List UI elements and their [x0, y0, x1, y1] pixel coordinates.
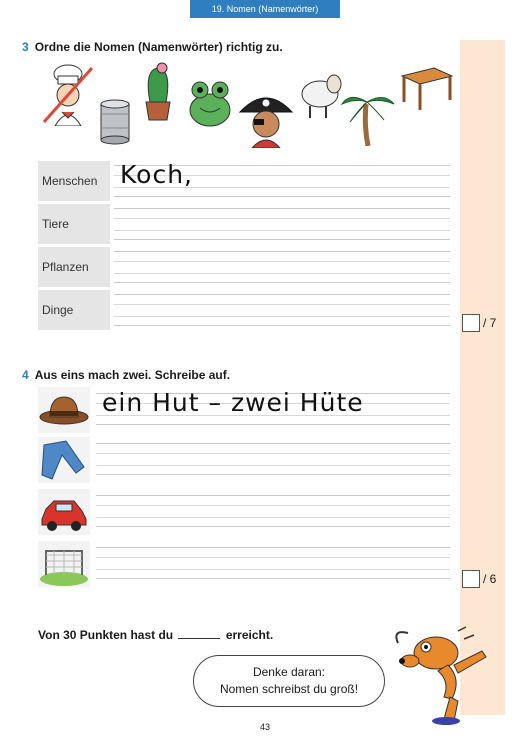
cook-icon [40, 62, 96, 126]
task-3-instruction: Ordne die Nomen (Namenwörter) richtig zu. [34, 40, 283, 54]
summary-text-start: Von 30 Punkten hast du [38, 628, 174, 642]
category-row-pflanzen [38, 247, 450, 287]
category-row-menschen [38, 161, 450, 201]
summary-text-end: erreicht. [225, 628, 274, 642]
task-3-title [22, 40, 283, 54]
score-side-strip [460, 40, 505, 715]
pirate-icon [238, 90, 294, 148]
bubble-line-1: Denke daran: [252, 665, 326, 679]
task-4-title [22, 368, 230, 382]
dog-mascot-icon [388, 625, 498, 725]
task-4-number: 4 [22, 368, 29, 382]
page-number: 43 [259, 722, 270, 732]
score-max: / 6 [483, 572, 497, 586]
writing-lines[interactable] [96, 388, 450, 425]
score-max: / 7 [483, 316, 497, 330]
task-4-instruction: Aus eins mach zwei. Schreibe auf. [34, 368, 231, 382]
car-icon [38, 489, 90, 535]
handwritten-answer: ein Hut – zwei Hüte [102, 388, 364, 417]
category-label: Dinge [38, 290, 110, 330]
category-row-dinge [38, 290, 450, 330]
task-3-number: 3 [22, 40, 29, 54]
icon-cell [38, 387, 90, 433]
points-blank[interactable] [178, 638, 220, 639]
writing-lines[interactable] [114, 251, 450, 283]
writing-lines[interactable] [96, 443, 450, 475]
writing-lines[interactable] [114, 294, 450, 326]
writing-lines[interactable] [114, 160, 450, 197]
frog-icon [184, 76, 236, 130]
icon-cell [38, 489, 90, 535]
tin-can-icon [98, 98, 132, 146]
icon-cell [38, 541, 90, 587]
goal-icon [38, 541, 90, 587]
category-row-tiere [38, 204, 450, 244]
hat-icon [38, 387, 90, 433]
category-label: Pflanzen [38, 247, 110, 287]
category-label: Menschen [38, 161, 110, 201]
task-3-pictures [38, 58, 458, 148]
icon-cell [38, 437, 90, 483]
handwritten-answer: Koch, [120, 160, 193, 189]
score-box[interactable] [462, 314, 480, 332]
score-box[interactable] [462, 570, 480, 588]
writing-lines[interactable] [114, 208, 450, 240]
palm-tree-icon [340, 86, 396, 146]
table-icon [398, 62, 454, 114]
trousers-icon [38, 437, 90, 483]
category-label: Tiere [38, 204, 110, 244]
sheep-icon [296, 66, 342, 120]
plural-row-car [38, 489, 450, 535]
plural-row-hat [38, 387, 450, 433]
plural-row-goal [38, 541, 450, 587]
cactus-icon [138, 60, 178, 122]
writing-lines[interactable] [96, 547, 450, 579]
points-summary [38, 628, 273, 642]
task-4-score [458, 570, 502, 590]
chapter-tab: 19. Nomen (Namenwörter) [190, 0, 340, 18]
writing-lines[interactable] [96, 495, 450, 527]
plural-row-trousers [38, 437, 450, 483]
task-3-score [458, 314, 502, 334]
speech-bubble [193, 655, 385, 707]
bubble-line-2: Nomen schreibst du groß! [219, 682, 359, 696]
